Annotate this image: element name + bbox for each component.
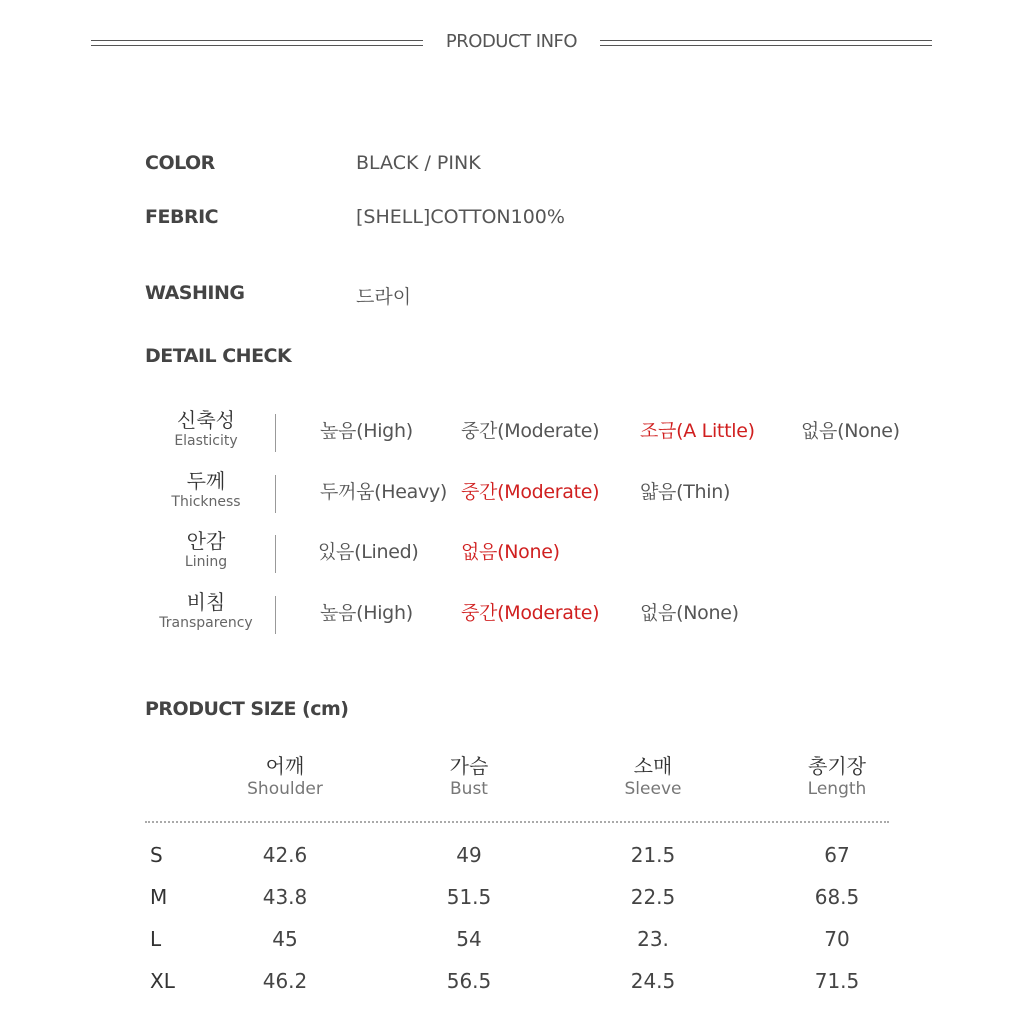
row-separator: [275, 475, 276, 513]
detail-attribute-name: [140, 469, 272, 511]
fabric-label: FEBRIC: [145, 206, 219, 228]
color-label: COLOR: [145, 152, 215, 174]
size-label: M: [150, 885, 168, 909]
column-label-ko: 소매: [633, 754, 673, 778]
column-label-en: Length: [807, 779, 867, 799]
detail-option: 없음(None): [640, 602, 739, 624]
table-cell: 23.: [637, 927, 669, 951]
dotted-divider: [145, 821, 889, 823]
detail-option: 두꺼움(Heavy): [320, 481, 447, 503]
table-cell: 49: [456, 843, 482, 867]
attribute-label-ko: 안감: [186, 529, 226, 553]
column-label-ko: 가슴: [449, 754, 489, 778]
table-cell: 51.5: [446, 885, 492, 909]
color-value: BLACK / PINK: [356, 152, 481, 174]
page-title: PRODUCT INFO: [445, 31, 578, 52]
detail-option-selected: 중간(Moderate): [461, 602, 600, 624]
column-label-en: Sleeve: [624, 779, 682, 799]
product-size-title: PRODUCT SIZE (cm): [145, 698, 349, 720]
table-cell: 67: [824, 843, 850, 867]
row-separator: [275, 596, 276, 634]
table-cell: 24.5: [630, 969, 676, 993]
washing-label: WASHING: [145, 282, 245, 304]
size-label: S: [150, 843, 163, 867]
table-row: [0, 843, 1024, 873]
washing-value: 드라이: [356, 286, 412, 308]
detail-option-selected: 조금(A Little): [640, 420, 755, 442]
size-label: L: [150, 927, 162, 951]
detail-option: 높음(High): [320, 420, 413, 442]
detail-check-row: [0, 408, 1024, 460]
attribute-label-ko: 신축성: [177, 408, 235, 432]
column-label-ko: 어깨: [265, 754, 305, 778]
table-cell: 71.5: [814, 969, 860, 993]
detail-attribute-name: [140, 590, 272, 632]
detail-attribute-name: [140, 529, 272, 571]
header-rule-right: [600, 40, 932, 46]
row-separator: [275, 414, 276, 452]
detail-option-selected: 없음(None): [461, 541, 560, 563]
column-label-ko: 총기장: [808, 754, 866, 778]
detail-check-title: DETAIL CHECK: [145, 345, 292, 367]
size-column-header: [379, 754, 559, 800]
attribute-label-ko: 비침: [186, 590, 226, 614]
table-row: [0, 969, 1024, 999]
table-cell: 56.5: [446, 969, 492, 993]
table-row: [0, 927, 1024, 957]
table-cell: 43.8: [262, 885, 308, 909]
detail-option-selected: 중간(Moderate): [461, 481, 600, 503]
size-column-header: [747, 754, 927, 800]
attribute-label-en: Elasticity: [174, 433, 238, 449]
size-label: XL: [150, 969, 175, 993]
detail-option: 높음(High): [320, 602, 413, 624]
detail-option: 없음(None): [801, 420, 900, 442]
table-cell: 42.6: [262, 843, 308, 867]
table-cell: 46.2: [262, 969, 308, 993]
detail-check-row: [0, 590, 1024, 642]
table-cell: 68.5: [814, 885, 860, 909]
table-row: [0, 885, 1024, 915]
attribute-label-ko: 두께: [186, 469, 226, 493]
detail-option: 중간(Moderate): [461, 420, 600, 442]
table-cell: 45: [272, 927, 298, 951]
detail-option: 있음(Lined): [318, 541, 419, 563]
attribute-label-en: Thickness: [171, 494, 241, 510]
table-cell: 54: [456, 927, 482, 951]
fabric-value: [SHELL]COTTON100%: [356, 206, 565, 228]
column-label-en: Bust: [450, 779, 488, 799]
attribute-label-en: Transparency: [159, 615, 253, 631]
size-column-header: [563, 754, 743, 800]
table-cell: 21.5: [630, 843, 676, 867]
header-rule-left: [91, 40, 423, 46]
detail-option: 얇음(Thin): [640, 481, 731, 503]
attribute-label-en: Lining: [184, 554, 228, 570]
detail-check-row: [0, 469, 1024, 521]
table-cell: 70: [824, 927, 850, 951]
detail-attribute-name: [140, 408, 272, 450]
row-separator: [275, 535, 276, 573]
size-column-header: [195, 754, 375, 800]
column-label-en: Shoulder: [247, 779, 323, 799]
table-cell: 22.5: [630, 885, 676, 909]
detail-check-row: [0, 529, 1024, 581]
